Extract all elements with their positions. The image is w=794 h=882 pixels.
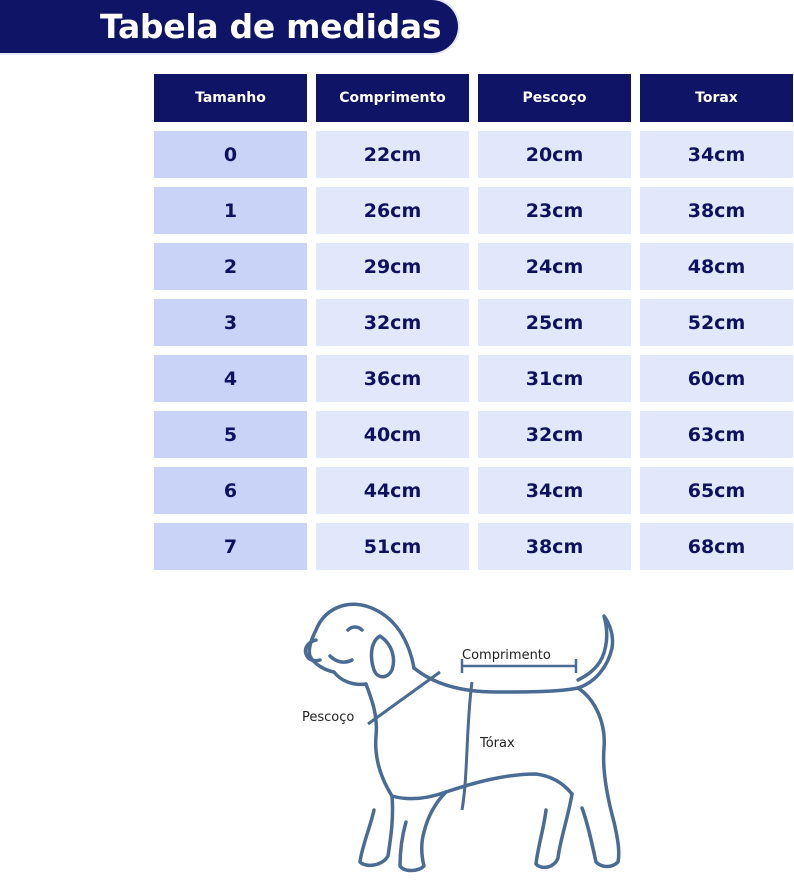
chest-cell: 34cm <box>640 131 793 178</box>
size-cell: 0 <box>154 131 307 178</box>
size-table <box>154 74 793 570</box>
chest-cell: 38cm <box>640 187 793 234</box>
label-neck: Pescoço <box>302 710 355 725</box>
header-chest: Torax <box>640 74 793 122</box>
size-cell: 5 <box>154 411 307 458</box>
neck-cell: 20cm <box>478 131 631 178</box>
neck-cell: 31cm <box>478 355 631 402</box>
chest-cell: 65cm <box>640 467 793 514</box>
chest-cell: 48cm <box>640 243 793 290</box>
size-cell: 3 <box>154 299 307 346</box>
dog-icon <box>296 596 626 878</box>
length-cell: 26cm <box>316 187 469 234</box>
neck-cell: 34cm <box>478 467 631 514</box>
size-cell: 2 <box>154 243 307 290</box>
page-title: Tabela de medidas <box>100 7 442 46</box>
header-size: Tamanho <box>154 74 307 122</box>
label-length: Comprimento <box>462 648 551 663</box>
length-cell: 32cm <box>316 299 469 346</box>
chest-cell: 52cm <box>640 299 793 346</box>
size-cell: 1 <box>154 187 307 234</box>
length-cell: 40cm <box>316 411 469 458</box>
size-cell: 7 <box>154 523 307 570</box>
chest-cell: 68cm <box>640 523 793 570</box>
neck-cell: 24cm <box>478 243 631 290</box>
neck-cell: 25cm <box>478 299 631 346</box>
length-cell: 22cm <box>316 131 469 178</box>
length-cell: 29cm <box>316 243 469 290</box>
title-banner <box>0 0 458 53</box>
dog-measurement-illustration <box>296 596 626 878</box>
neck-cell: 38cm <box>478 523 631 570</box>
size-cell: 4 <box>154 355 307 402</box>
length-cell: 51cm <box>316 523 469 570</box>
header-neck: Pescoço <box>478 74 631 122</box>
label-chest: Tórax <box>480 736 515 751</box>
chest-cell: 60cm <box>640 355 793 402</box>
neck-cell: 32cm <box>478 411 631 458</box>
length-cell: 44cm <box>316 467 469 514</box>
chest-cell: 63cm <box>640 411 793 458</box>
length-cell: 36cm <box>316 355 469 402</box>
size-cell: 6 <box>154 467 307 514</box>
header-length: Comprimento <box>316 74 469 122</box>
neck-cell: 23cm <box>478 187 631 234</box>
